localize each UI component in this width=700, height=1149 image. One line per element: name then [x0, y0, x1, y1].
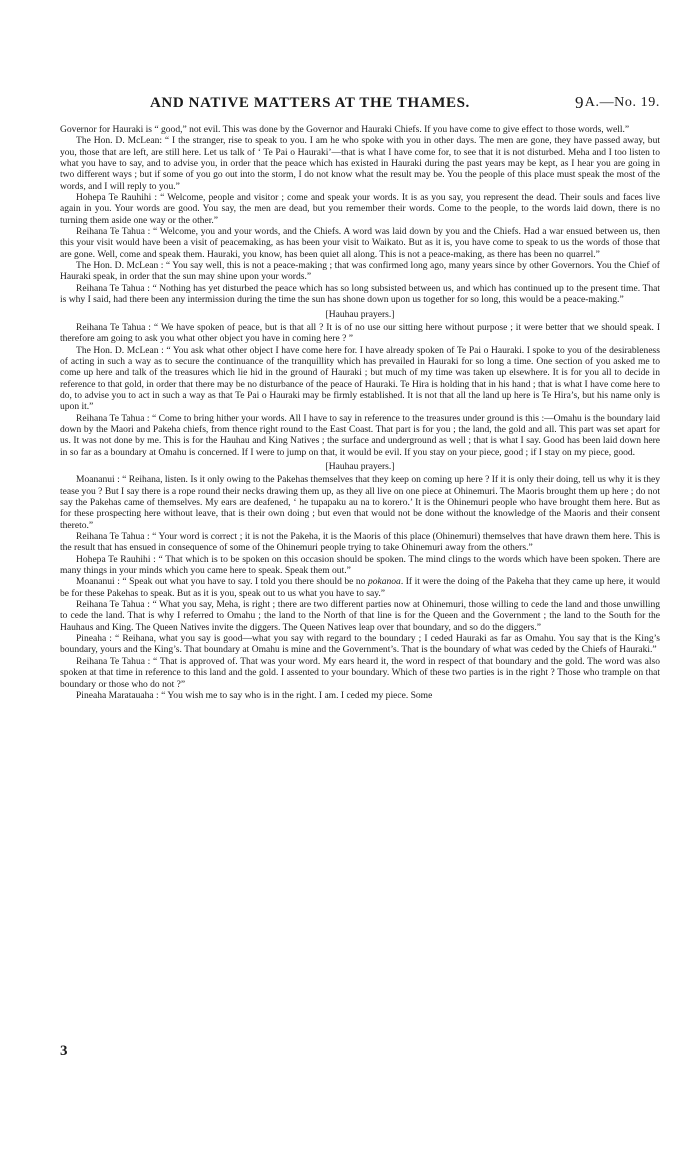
- paragraph: Hohepa Te Rauhihi : “ Welcome, people and visitor ; come and speak your words. It is as you say, you represent the dead. Their souls and faces live again in you. Your words are good. You say, the men are dead, but you remember their words. Come to the people, to the words laid down, there is no turning them aside one way or the other.”: [60, 192, 660, 226]
- paragraph: Reihana Te Tahua : “ What you say, Meha, is right ; there are two different parties now at Ohinemuri, those willing to cede the land and those unwilling to cede the land. That is why I referred to Omahu ; the land to the North of that line is for the Queen and the Government ; the land to the South for the Hauhaus and King. The Queen Natives invite the diggers. The Queen Natives leap over that boundary, and so do the diggers.”: [60, 599, 660, 633]
- stage-direction: [Hauhau prayers.]: [325, 308, 395, 320]
- document-body: [60, 124, 660, 701]
- paragraph: Moananui : “ Reihana, listen. Is it only owing to the Pakehas themselves that they keep on coming up here ? If it is only their doing, tell us why it is they tease you ? But I say there is a rope round their necks drawing them up, as they all live on one piece at Ohinemuri. The Maoris brought them up here ; do not say the Pakehas came of themselves. My ears are deafened, ‘ he tupapaku au na to korero.’ It is the Ohinemuri people who have brought them here. But as for these prospecting here without leave, that is their own doing ; but even that would not be done without the knowledge of the Maoris and their consent thereto.”: [60, 474, 660, 531]
- paragraph: Reihana Te Tahua : “ Your word is correct ; it is not the Pakeha, it is the Maoris of this place (Ohinemuri) themselves that have drawn them here. This is the result that has ensued in consequence of some of the Ohinemuri people trying to take Ohinemuri away from the others.”: [60, 531, 660, 554]
- paragraph: The Hon. D. McLean : “ You say well, this is not a peace-making ; that was confirmed long ago, many years since by other Governors. You the Chief of Hauraki speak, in order that the sun may shine upon your words.”: [60, 260, 660, 283]
- paragraph: Hohepa Te Rauhihi : “ That which is to be spoken on this occasion should be spoken. The mind clings to the words which have been spoken. There are many things in your minds which you came here to speak. Speak them out.”: [60, 553, 660, 577]
- paragraph: Reihana Te Tahua : “ That is approved of. That was your word. My ears heard it, the word in respect of that boundary and the gold. The word was also spoken at that time in reference to this land and the gold. I assented to your boundary. Which of these two parties is in the right ? Those who trample on that boundary or those who do not ?”: [60, 655, 660, 690]
- text-run: Moananui : “ Speak out what you have to say. I told you there should be no: [76, 576, 368, 588]
- running-title: AND NATIVE MATTERS AT THE THAMES.: [150, 95, 470, 111]
- page-header: [60, 95, 660, 119]
- paragraph: Pineaha Maratauaha : “ You wish me to say who is in the right. I am. I ceded my piece. Some: [76, 689, 433, 701]
- paragraph: Governor for Hauraki is “ good,” not evil. This was done by the Governor and Hauraki Chiefs. If you have come to give effect to those words, well.”: [60, 124, 630, 135]
- page-number: 9: [575, 93, 585, 112]
- paragraph: The Hon. D. McLean : “ You ask what other object I have come here for. I have already spoken of Te Pai o Hauraki. I spoke to you of the desirableness of acting in such a way as to secure the continuance of the tranquillity which has prevailed in Hauraki for so long a time. One section of you asked me to come up here and talk of the treasures which lie hid in the ground of Hauraki ; but much of my time was taken up elsewhere. It is for you all to decide in reference to that gold, in order that there may be no disturbance of the peace of Hauraki. Te Hira is holding that in his hand ; that is what I have come here to do, to advise you to act in such a way as that Te Pai o Hauraki may be firmly established. It is not that all the land up here is Te Hira’s, but his name only is upon it.”: [60, 344, 660, 413]
- paragraph: Reihana Te Tahua : “ Welcome, you and your words, and the Chiefs. A word was laid down by you and the Chiefs. Had a war ensued between us, then this your visit would have been a visit of peacemaking, as has been your visit to Waikato. But as it is, you have come to speak to us the words of those that are gone. Well, come and speak them. Hauraki, you know, has been quiet all along. This is not a peace-making, as there has been no quarrel.”: [60, 226, 660, 260]
- paragraph: The Hon. D. McLean: “ I the stranger, rise to speak to you. I am he who spoke with you in other days. The men are gone, they have passed away, but you, those that are left, are still here. Let us talk of ‘ Te Pai o Hauraki’—that is what I have come for, to see that it is not disturbed. Meha and I too listen to what you have to say, and to advise you, in order that the peace which has existed in Hauraki during the past years may be kept, as I hear you are going in two different ways ; but if some of you go out into the storm, I do not know what the result may be. You the people of this place must speak the most of the words, and I will reply to you.”: [60, 135, 660, 192]
- paragraph: [60, 576, 660, 599]
- paragraph: Reihana Te Tahua : “ We have spoken of peace, but is that all ? It is of no use our sitting here without purpose ; it were better that we should speak. I therefore am going to ask you what other object you have in coming here ? ”: [60, 321, 660, 345]
- paragraph: Reihana Te Tahua : “ Nothing has yet disturbed the peace which has so long subsisted between us, and which has continued up to the present time. That is why I said, had there been any intermission during the time the sun has shone down upon us together for so long, this would be a peace-making.”: [60, 282, 660, 306]
- text-run: . If it were the doing of the Pakeha that they came up here, it would be for these Pakehas to speak. But as it is you, speak out to us what you have to say.”: [60, 576, 660, 599]
- paragraph: Reihana Te Tahua : “ Come to bring hither your words. All I have to say in reference to the treasures under ground is this :—Omahu is the boundary laid down by the Maori and Pakeha chiefs, from thence right round to the East Coast. That part is for you ; the land, the gold and all. This part was set apart for us. It was not done by me. This is for the Hauhau and King Natives ; the surface and underground as well ; that is what I say. Good has been laid down here in so far as a boundary at Omahu is concerned. If I were to jump on that, it would be evil. If you stay on your piece, good ; if I stay on my piece, good.: [60, 412, 660, 458]
- italic-term: pokanoa: [367, 576, 401, 588]
- document-reference: A.—No. 19.: [584, 95, 660, 110]
- paragraph: Pineaha : “ Reihana, what you say is good—what you say with regard to the boundary ; I ceded Hauraki as far as Omahu. You say that is the King’s boundary, yours and the King’s. That boundary at Omahu is mine and the Government’s. That is the boundary of what was ceded by the Chiefs of Hauraki.”: [60, 633, 660, 656]
- signature-mark: 3: [60, 1043, 68, 1059]
- stage-direction: [Hauhau prayers.]: [325, 460, 395, 472]
